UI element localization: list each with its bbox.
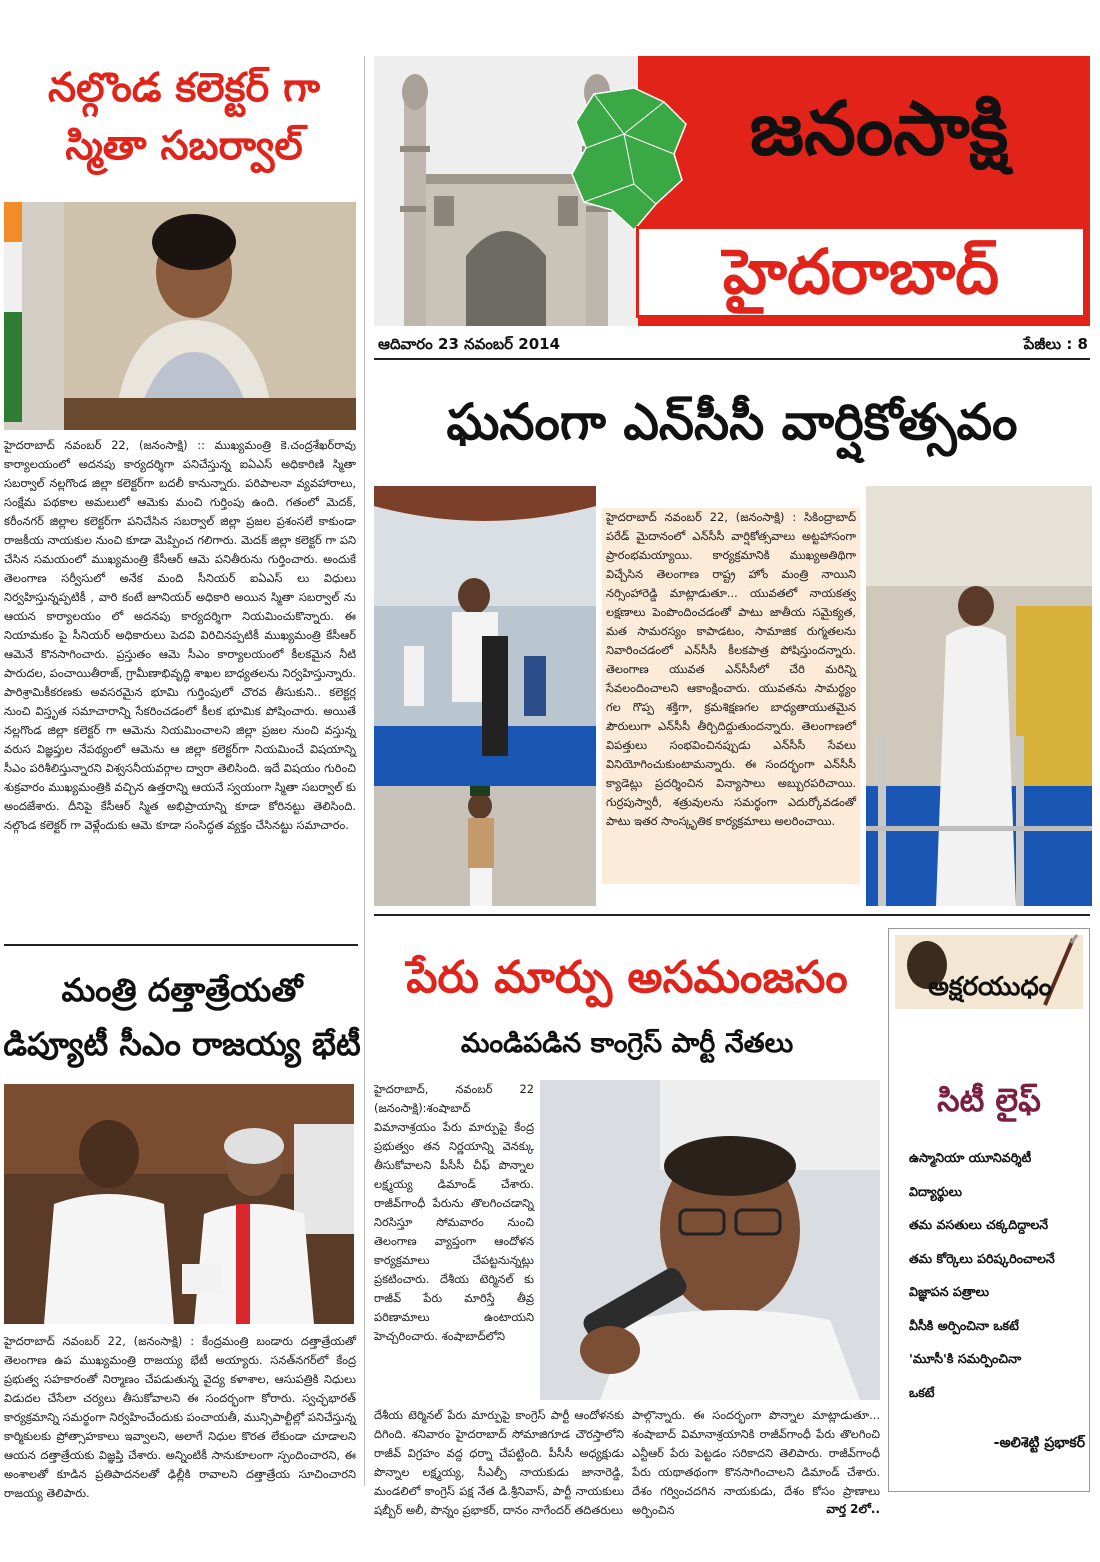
rename-body-top: హైదరాబాద్, నవంబర్ 22 (జనంసాక్షి):శంషాబాద్ విమానాశ్రయం పేరు మార్పుపై కేంద్ర ప్రభుత్వం తన నిర్ణయాన్ని వెనక్కు తీసుకోవాలని పీసీసీ చీఫ్ పొన్నాల లక్ష్మయ్య డిమాండ్ చేశారు. రాజీవ్‌గాంధీ పేరును తొలగించడాన్ని నిరసిస్తూ సోమవారం నుంచి తెలంగాణ వ్యాప్తంగా ఆందోళన కార్యక్రమాలు చేపట్టనున్నట్లు ప్రకటించారు. దేశీయ టెర్మినల్ కు రాజీవ్ పేరు మారిస్తే తీవ్ర పరిణామాలు ఉంటాయని హెచ్చరించారు. శంషాబాద్‌లోని (374, 1082, 534, 1343)
rename-continued: వార్త 2లో.. (826, 1502, 880, 1516)
column-line: 'మూసీ'కి సమర్పించినా (909, 1351, 1022, 1366)
column-author: -అలిశెట్టి ప్రభాకర్ (993, 1435, 1085, 1451)
ncc-body: హైదరాబాద్ నవంబర్ 22, (జనంసాక్షి) : సికింద్రాబాద్ పరేడ్ మైదానంలో ఎన్‌సీసీ వార్షికోత్సవాలు అట్టహాసంగా ప్రారంభమయ్యాయి. కార్యక్రమానికి ముఖ్యఅతిథిగా విచ్చేసిన తెలంగాణ రాష్ట్ర హోం మంత్రి నాయిని నర్సింహారెడ్డి మాట్లాడుతూ... యువతలో నాయకత్వ లక్షణాలు పెంపొందించడంతో పాటు జాతీయ సమైక్యత, మత సామరస్యం కాపాడటం, సామాజిక రుగ్మతలను నివారించడంలో ఎన్‌సీసీ కీలకపాత్ర పోషిస్తుందన్నారు. తెలంగాణ యువత ఎన్‌సీసీలో చేరి మరిన్ని సేవలందించాలని ఆకాంక్షించారు. యువతను సామర్థ్యం గల గొప్ప శక్తిగా, క్రమశిక్షణగల బాధ్యతాయుతమైన పౌరులుగా ఎన్‌సీసీ తీర్చిదిద్దుతుందన్నారు. తెలంగాణలో విపత్తులు సంభవించినప్పుడు ఎన్‌సీసీ సేవలు వినియోగించుకుంటామన్నారు. ఈ సందర్భంగా ఎన్‌సీసీ క్యాడెట్లు ప్రదర్శించిన విన్యాసాలు అబ్బురపరిచాయి. గుర్రపుస్వారీ, శత్రువులను సమర్థంగా ఎదుర్కోవడంతో పాటు ఇతర సాంస్కృతిక కార్యక్రమాలు అలరించాయి. (602, 508, 860, 884)
rename-photo (540, 1080, 880, 1400)
ncc-bottom-rule (374, 914, 1090, 916)
column-line: తమ కోర్కెలు పరిష్కరించాలనే (909, 1250, 1055, 1266)
column-title: సిటీ లైఫ్ (937, 1081, 1041, 1119)
minister-headline-line2: డిప్యూటీ సీఎం రాజయ్య భేటీ (3, 1025, 361, 1063)
rename-subheadline: మండిపడిన కాంగ్రెస్ పార్టీ నేతలు (460, 1028, 794, 1059)
rename-headline: పేరు మార్పు అసమంజసం (406, 952, 848, 1003)
date-rule (374, 358, 1090, 360)
rename-body-col1: దేశీయ టెర్మినల్ పేరు మార్పుపై కాంగ్రెస్ పార్టీ ఆందోళనకు దిగింది. శనివారం హైదరాబాద్ సోమాజిగూడ చౌరస్తాలోని రాజీవ్ విగ్రహం వద్ద ధర్నా చేపట్టింది. పీసీసీ అధ్యక్షుడు పొన్నాల లక్ష్మయ్య, సీఎల్పీ నాయకుడు జానారెడ్డి, మండలిలో కాంగ్రెస్ పక్ష నేత డి.శ్రీనివాస్, పార్టీ నాయకులు షబ్బీర్ అలీ, పొన్నం ప్రభాకర్, దానం నాగేందర్ తదితరులు (374, 1408, 624, 1517)
column-divider (364, 56, 365, 1486)
ncc-headline: ఘనంగా ఎన్‌సీసీ వార్షికోత్సవం (446, 393, 1018, 451)
column-line: విజ్ఞాపన పత్రాలు (909, 1284, 989, 1299)
minister-headline-line1: మంత్రి దత్తాత్రేయతో (61, 971, 303, 1009)
column-line: విద్యార్థులు (909, 1183, 962, 1199)
collector-headline-line2: స్మితా సబర్వాల్ (65, 123, 303, 169)
masthead (374, 56, 1090, 326)
column-line: తమ వసతులు చక్కదిద్దాలనే (909, 1217, 1049, 1232)
masthead-edition-box (636, 226, 1086, 318)
page-count: పేజీలు : 8 (1023, 335, 1088, 353)
column-logo (895, 935, 1083, 1009)
column-lines (909, 1141, 1087, 1409)
masthead-title: జనంసాక్షి (749, 86, 1009, 172)
masthead-edition: హైదరాబాద్ (722, 235, 1000, 308)
collector-photo (4, 202, 356, 430)
collector-body: హైదరాబాద్ నవంబర్ 22, (జనంసాక్షి) :: ముఖ్యమంత్రి కె.చంద్రశేఖర్‌రావు కార్యాలయంలో అదనపు కార్యదర్శిగా పనిచేస్తున్న ఐఏఎస్ అధికారిణి స్మితా సబర్వాల్ నల్లగొండ జిల్లా కలెక్టర్‌గా బదలీ కానున్నారు. పరిపాలనా వ్యవహారాలు, సంక్షేమ పథకాల అమలులో ఆమెకు మంచి గుర్తింపు ఉంది. గతంలో మెదక్, కరీంనగర్ జిల్లాల కలెక్టర్‌గా పనిచేసిన సబర్వాల్ జిల్లా ప్రజల ప్రశంసలే కాకుండా రాజకీయ నాయకుల నుంచి కూడా మెప్పించ గలిగారు. మెదక్ జిల్లా కలెక్టర్ గా పని చేసిన సమయంలో ముఖ్యమంత్రి కేసీఆర్ ఆమె పనితీరును గుర్తించారు. అందుకే తెలంగాణ సర్వీసులో అనేక మంది సీనియర్ ఐఏఎస్ లు విధులు నిర్వహిస్తున్నప్పటికీ , వారి కంటే జూనియర్ అధికారి అయిన స్మితా సబర్వాల్ ను ఆయన కార్యాలయం లో అదనపు కార్యదర్శిగా నియమించుకొన్నారు. ఈ నియామకం పై సీనియర్ అధికారులు పెదవి విరిచినప్పటికీ ముఖ్యమంత్రి కేసీఆర్ ఆమెనే కొనసాగించారు. ప్రస్తుతం ఆమె సీఎం కార్యాలయంలో కీలకమైన నీటి పారుదల, పంచాయితీరాజ్, గ్రామీణాభివృద్ధి శాఖల బాధ్యతలను నిర్వహిస్తున్నారు. పారిశ్రామికీకరణకు అవసరమైన భూమి గుర్తింపులో చొరవ తీసుకుని.. కలెక్టర్ల నుంచి విస్తృత సమాచారాన్ని సేకరించడంలో కీలక భూమిక పోషించారు. అయితే నల్లగొండ జిల్లా కలెక్టర్ గా ఆమెను నియమించాలని జిల్లా ప్రజల నుంచి వస్తున్న వరుస విజ్ఞప్తుల నేపథ్యంలో ఆమెను ఆ జిల్లా కలెక్టర్‌గా నియమించే విషయాన్ని సీఎం పరిశీలిస్తున్నారని విశ్వసనీయవర్గాల ద్వారా తెలిసింది. ఇదే విషయం గురించి శుక్రవారం ముఖ్యమంత్రికి వచ్చిన ఉత్తరాన్ని ఆయనే స్వయంగా స్మితా సబర్వాల్ కు అందజేశారు. దీనిపై కేసీఆర్ స్మిత అభిప్రాయాన్ని కూడా కోరినట్టు తెలిసింది. నల్గొండ కలెక్టర్ గా వెళ్లేందుకు ఆమె కూడా సంసిద్ధత వ్యక్తం చేసినట్టు సమాచారం. (4, 438, 356, 832)
left-rule (4, 944, 358, 946)
ncc-photo-right (866, 486, 1092, 906)
rename-body-col2: పాల్గొన్నారు. ఈ సందర్భంగా పొన్నాల మాట్లాడుతూ... శంషాబాద్ విమానాశ్రయానికి రాజీవ్‌గాంధీ పేరు తొలగించి ఎన్టీఆర్ పేరు పెట్టడం సరికాదని తెలిపారు. రాజీవ్‌గాంధీ పేరు యథాతథంగా కొనసాగించాలని డిమాండ్ చేశారు. దేశం గర్వించదగిన నాయకుడు, దేశం కోసం ప్రాణాలు అర్పించిన (632, 1408, 880, 1517)
minister-photo (4, 1084, 354, 1324)
column-line: వీసీకి అర్పించినా ఒకటే (909, 1317, 1019, 1333)
minister-body: హైదరాబాద్ నవంబర్ 22, (జనంసాక్షి) : కేంద్రమంత్రి బండారు దత్తాత్రేయతో తెలంగాణ ఉప ముఖ్యమంత్రి రాజయ్య భేటీ అయ్యారు. సనత్‌నగర్‌లో కేంద్ర ప్రభుత్వ సహకారంతో నిర్మాణం చేపడుతున్న వైద్య కళాశాల, ఆసుపత్రికి నిధులు విడుదల చేసేలా చర్యలు తీసుకోవాలని ఈ సందర్భంగా కోరారు. స్వచ్ఛభారత్ కార్యక్రమాన్ని సమర్థంగా నిర్వహించేందుకు పంచాయతీ, మున్సిపాల్టీల్లో పనిచేస్తున్న కార్మికులకు ప్రోత్సాహకాలు ఇవ్వాలని, అలాగే నిధుల కొరత లేకుండా చూడాలని ఆయన దత్తాత్రేయకు విజ్ఞప్తి చేశారు. అన్నింటికీ సానుకూలంగా స్పందించారని, ఈ అంశాలతో కూడిన ప్రతిపాదనలతో ఢిల్లీకి రావాలని దత్తాత్రేయ సూచించారని రాజయ్య తెలిపారు. (4, 1334, 356, 1500)
column-box (888, 928, 1090, 1492)
ncc-photo-left (374, 486, 596, 906)
column-line: ఉస్మానియా యూనివర్శిటీ (909, 1150, 1032, 1165)
column-logo-text: అక్షరయుధం (928, 972, 1052, 1002)
collector-headline-line1: నల్గొండ కలెక్టర్ గా (48, 65, 320, 111)
column-line: ఒకటే (909, 1384, 935, 1400)
issue-date: ఆదివారం 23 నవంబర్ 2014 (378, 335, 561, 353)
